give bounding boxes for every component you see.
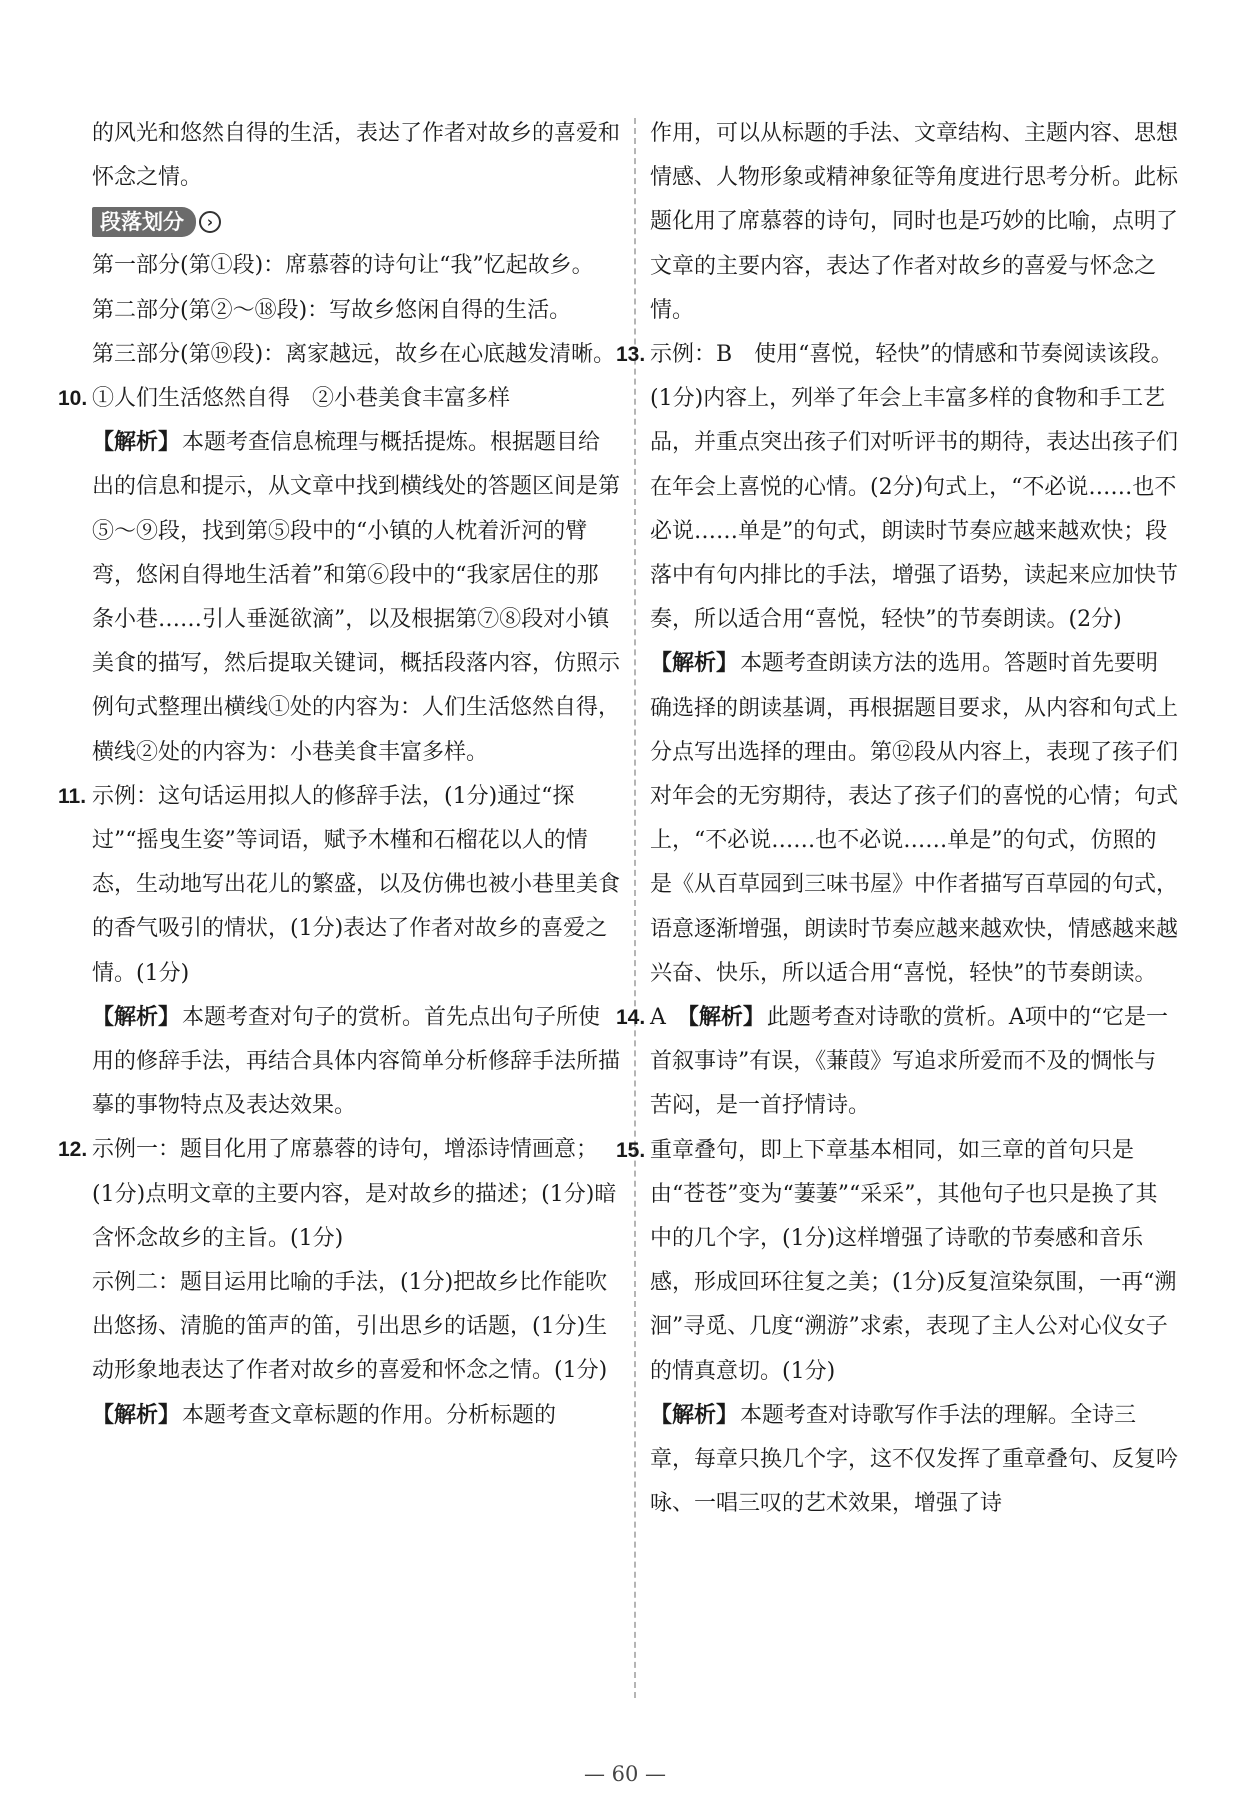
question-11-analysis-text: 本题考查对句子的赏析。首先点出句子所使用的修辞手法，再结合具体内容简单分析修辞手法所描摹的事物特点及表达效果。: [92, 1004, 621, 1119]
analysis-tag: 【解析】: [92, 430, 181, 456]
analysis-tag: 【解析】: [687, 1005, 765, 1031]
question-12-analysis-text: 本题考查文章标题的作用。分析标题的: [182, 1402, 557, 1428]
question-13-analysis: [650, 642, 1178, 996]
question-13: [616, 333, 1179, 642]
left-column: [58, 112, 621, 1438]
question-10: [58, 377, 620, 421]
page-number: — 60 —: [583, 1762, 667, 1786]
question-15-analysis-text: 本题考查对诗歌写作手法的理解。全诗三章，每章只换几个字，这不仅发挥了重章叠句、反复吟咏、一唱三叹的艺术效果，增强了诗: [650, 1402, 1179, 1517]
question-11-analysis: [92, 996, 620, 1129]
question-12-analysis: [92, 1394, 620, 1438]
analysis-tag: 【解析】: [92, 1004, 181, 1030]
question-13-number: 13.: [616, 343, 646, 367]
question-12-analysis-continued: 作用，可以从标题的手法、文章结构、主题内容、思想情感、人物形象或精神象征等角度进行思考分析。此标题化用了席慕蓉的诗句，同时也是巧妙的比喻，点明了文章的主要内容，表达了作者对故乡的喜爱与怀念之情。: [650, 121, 1179, 323]
question-12: [58, 1128, 620, 1261]
question-12-answer-2: 示例二：题目运用比喻的手法，(1分)把故乡比作能吹出悠扬、清脆的笛声的笛，引出思乡的话题，(1分)生动形象地表达了作者对故乡的喜爱和怀念之情。(1分): [92, 1270, 608, 1384]
intro-paragraph: 的风光和悠然自得的生活，表达了作者对故乡的喜爱和怀念之情。: [92, 121, 621, 191]
question-12-number: 12.: [58, 1138, 88, 1162]
question-13-answer: 示例：B 使用“喜悦，轻快”的情感和节奏阅读该段。(1分)内容上，列举了年会上丰富多样的食物和手工艺品，并重点突出孩子们对听评书的期待，表达出孩子们在年会上喜悦的心情。(2分)句式上，“不必说……也不必说……单是”的句式，朗读时节奏应越来越欢快；段落中有句内排比的手法，增强了语势，读起来应加快节奏，所以适合用“喜悦，轻快”的节奏朗读。(2分): [650, 342, 1179, 633]
question-15-number: 15.: [616, 1138, 646, 1162]
question-14-answer: A: [650, 1005, 666, 1031]
part-1: 第一部分(第①段)：席慕蓉的诗句让“我”忆起故乡。: [92, 253, 594, 279]
question-15-answer: 重章叠句，即上下章基本相同，如三章的首句只是由“苍苍”变为“萋萋”“采采”，其他句子也只是换了其中的几个字，(1分)这样增强了诗歌的节奏感和音乐感，形成回环往复之美；(1分)反复渲染氛围，一再“溯洄”寻觅、几度“溯游”求索，表现了主人公对心仪女子的情真意切。(1分): [650, 1137, 1177, 1384]
question-11-number: 11.: [58, 784, 87, 808]
section-heading-label: 段落划分: [92, 207, 196, 237]
question-14-analysis-text: 此题考查对诗歌的赏析。A项中的“它是一首叙事诗”有误，《蒹葭》写追求所爱而不及的惆怅与苦闷，是一首抒情诗。: [650, 1005, 1169, 1119]
section-heading: [92, 200, 620, 244]
question-10-number: 10.: [58, 387, 88, 411]
question-14-number: 14.: [616, 1006, 646, 1030]
analysis-tag: 【解析】: [650, 651, 739, 677]
part-3: 第三部分(第⑲段)：离家越远，故乡在心底越发清晰。: [92, 341, 616, 367]
question-12-answer-1: 示例一：题目化用了席慕蓉的诗句，增添诗情画意；(1分)点明文章的主要内容，是对故乡的描述；(1分)暗含怀念故乡的主旨。(1分): [92, 1137, 617, 1251]
question-10-answer: ①人们生活悠然自得 ②小巷美食丰富多样: [92, 386, 511, 412]
part-2: 第二部分(第②～⑱段)：写故乡悠闲自得的生活。: [92, 297, 572, 323]
question-13-analysis-text: 本题考查朗读方法的选用。答题时首先要明确选择的朗读基调，再根据题目要求，从内容和句式上分点写出选择的理由。第⑫段从内容上，表现了孩子们对年会的无穷期待，表达了孩子们的喜悦的心情；句式上，“不必说……也不必说……单是”的句式，仿照的是《从百草园到三味书屋》中作者描写百草园的句式，语意逐渐增强，朗读时节奏应越来越欢快，情感越来越兴奋、快乐，所以适合用“喜悦，轻快”的节奏朗读。: [650, 651, 1179, 986]
right-column: [616, 112, 1179, 1527]
question-10-analysis: [92, 421, 620, 775]
chevron-right-circle-icon: ›: [199, 211, 221, 233]
question-15-analysis: [650, 1394, 1178, 1527]
question-11: [58, 775, 621, 996]
question-15: [616, 1129, 1178, 1394]
question-11-answer: 示例：这句话运用拟人的修辞手法，(1分)通过“探过”“摇曳生姿”等词语，赋予木槿和石榴花以人的情态，生动地写出花儿的繁盛，以及仿佛也被小巷里美食的香气吸引的情状，(1分)表达了作者对故乡的喜爱之情。(1分): [92, 783, 621, 986]
question-10-analysis-text: 本题考查信息梳理与概括提炼。根据题目给出的信息和提示，从文章中找到横线处的答题区间是第⑤～⑨段，找到第⑤段中的“小镇的人枕着沂河的臂弯，悠闲自得地生活着”和第⑥段中的“我家居住的那条小巷……引人垂涎欲滴”，以及根据第⑦⑧段对小镇美食的描写，然后提取关键词，概括段落内容，仿照示例句式整理出横线①处的内容为：人们生活悠然自得，横线②处的内容为：小巷美食丰富多样。: [92, 430, 621, 765]
analysis-tag: 【解析】: [650, 1402, 739, 1428]
analysis-tag: 【解析】: [92, 1402, 181, 1428]
question-14: [616, 996, 1178, 1129]
